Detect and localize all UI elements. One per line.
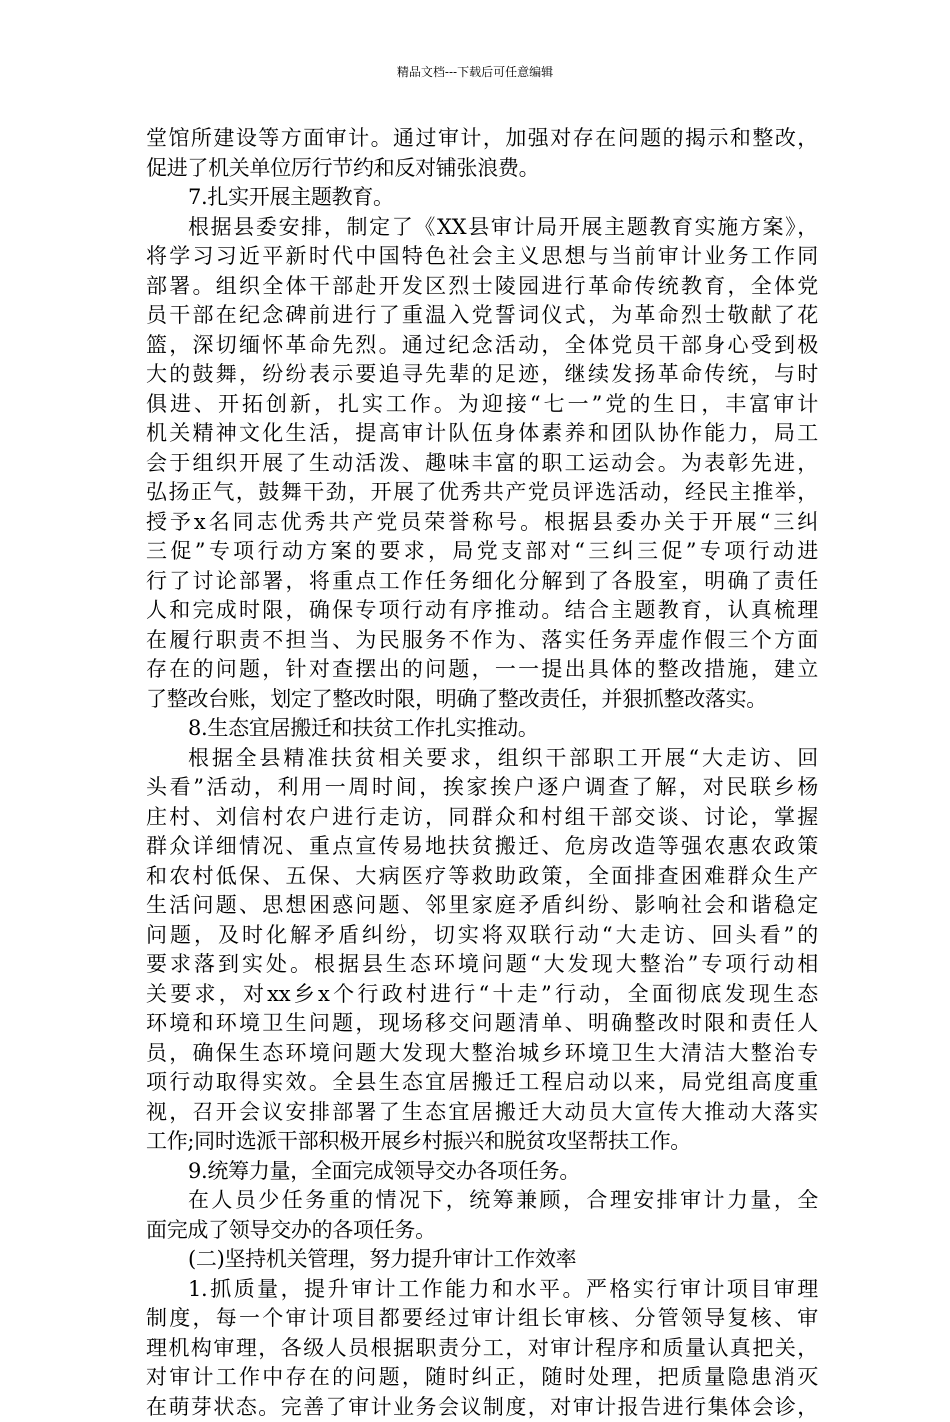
- text-line: 行了讨论部署，将重点工作任务细化分解到了各股室，明确了责任: [146, 567, 818, 597]
- text-line: 根据县委安排，制定了《XX县审计局开展主题教育实施方案》，: [146, 213, 818, 243]
- text-line: 授予x名同志优秀共产党员荣誉称号。根据县委办关于开展“三纠: [146, 508, 818, 538]
- text-line: 项行动取得实效。全县生态宜居搬迁工程启动以来，局党组高度重: [146, 1068, 818, 1098]
- text-line: 群众详细情况、重点宣传易地扶贫搬迁、危房改造等强农惠农政策: [146, 832, 818, 862]
- text-line: 9.统筹力量，全面完成领导交办各项任务。: [146, 1157, 818, 1187]
- text-line: 促进了机关单位厉行节约和反对铺张浪费。: [146, 154, 818, 184]
- text-line: 关要求，对xx乡x个行政村进行“十走”行动，全面彻底发现生态: [146, 980, 818, 1010]
- text-line: 头看”活动，利用一周时间，挨家挨户逐户调查了解，对民联乡杨: [146, 773, 818, 803]
- text-line: (二)坚持机关管理，努力提升审计工作效率: [146, 1245, 818, 1275]
- text-line: 在萌芽状态。完善了审计业务会议制度，对审计报告进行集体会诊，: [146, 1393, 818, 1422]
- text-line: 弘扬正气，鼓舞干劲，开展了优秀共产党员评选活动，经民主推举，: [146, 478, 818, 508]
- text-line: 对审计工作中存在的问题，随时纠正，随时处理，把质量隐患消灭: [146, 1363, 818, 1393]
- text-line: 环境和环境卫生问题，现场移交问题清单、明确整改时限和责任人: [146, 1009, 818, 1039]
- text-line: 和农村低保、五保、大病医疗等救助政策，全面排查困难群众生产: [146, 862, 818, 892]
- text-line: 篮，深切缅怀革命先烈。通过纪念活动，全体党员干部身心受到极: [146, 331, 818, 361]
- text-line: 理机构审理，各级人员根据职责分工，对审计程序和质量认真把关，: [146, 1334, 818, 1364]
- text-line: 堂馆所建设等方面审计。通过审计，加强对存在问题的揭示和整改，: [146, 124, 818, 154]
- text-line: 8.生态宜居搬迁和扶贫工作扎实推动。: [146, 714, 818, 744]
- text-line: 将学习习近平新时代中国特色社会主义思想与当前审计业务工作同: [146, 242, 818, 272]
- text-line: 视，召开会议安排部署了生态宜居搬迁大动员大宣传大推动大落实: [146, 1098, 818, 1128]
- text-line: 生活问题、思想困惑问题、邻里家庭矛盾纠纷、影响社会和谐稳定: [146, 891, 818, 921]
- text-line: 庄村、刘信村农户进行走访，同群众和村组干部交谈、讨论，掌握: [146, 803, 818, 833]
- text-line: 工作;同时选派干部积极开展乡村振兴和脱贫攻坚帮扶工作。: [146, 1127, 818, 1157]
- text-line: 7.扎实开展主题教育。: [146, 183, 818, 213]
- text-line: 三促”专项行动方案的要求，局党支部对“三纠三促”专项行动进: [146, 537, 818, 567]
- text-line: 部署。组织全体干部赴开发区烈士陵园进行革命传统教育，全体党: [146, 272, 818, 302]
- text-line: 面完成了领导交办的各项任务。: [146, 1216, 818, 1246]
- text-line: 问题，及时化解矛盾纠纷，切实将双联行动“大走访、回头看”的: [146, 921, 818, 951]
- text-line: 根据全县精准扶贫相关要求，组织干部职工开展“大走访、回: [146, 744, 818, 774]
- text-line: 人和完成时限，确保专项行动有序推动。结合主题教育，认真梳理: [146, 596, 818, 626]
- text-line: 机关精神文化生活，提高审计队伍身体素养和团队协作能力，局工: [146, 419, 818, 449]
- text-line: 员，确保生态环境问题大发现大整治城乡环境卫生大清洁大整治专: [146, 1039, 818, 1069]
- text-line: 俱进、开拓创新，扎实工作。为迎接“七一”党的生日，丰富审计: [146, 390, 818, 420]
- text-line: 在人员少任务重的情况下，统筹兼顾，合理安排审计力量，全: [146, 1186, 818, 1216]
- text-line: 大的鼓舞，纷纷表示要追寻先辈的足迹，继续发扬革命传统，与时: [146, 360, 818, 390]
- text-line: 在履行职责不担当、为民服务不作为、落实任务弄虚作假三个方面: [146, 626, 818, 656]
- document-body: [146, 124, 818, 1422]
- page-header: 精品文档---下载后可任意编辑: [0, 64, 950, 80]
- text-line: 员干部在纪念碑前进行了重温入党誓词仪式，为革命烈士敬献了花: [146, 301, 818, 331]
- text-line: 1.抓质量，提升审计工作能力和水平。严格实行审计项目审理: [146, 1275, 818, 1305]
- text-line: 会于组织开展了生动活泼、趣味丰富的职工运动会。为表彰先进，: [146, 449, 818, 479]
- text-line: 制度，每一个审计项目都要经过审计组长审核、分管领导复核、审: [146, 1304, 818, 1334]
- text-line: 了整改台账，划定了整改时限，明确了整改责任，并狠抓整改落实。: [146, 685, 818, 715]
- text-line: 存在的问题，针对查摆出的问题，一一提出具体的整改措施，建立: [146, 655, 818, 685]
- text-line: 要求落到实处。根据县生态环境问题“大发现大整治”专项行动相: [146, 950, 818, 980]
